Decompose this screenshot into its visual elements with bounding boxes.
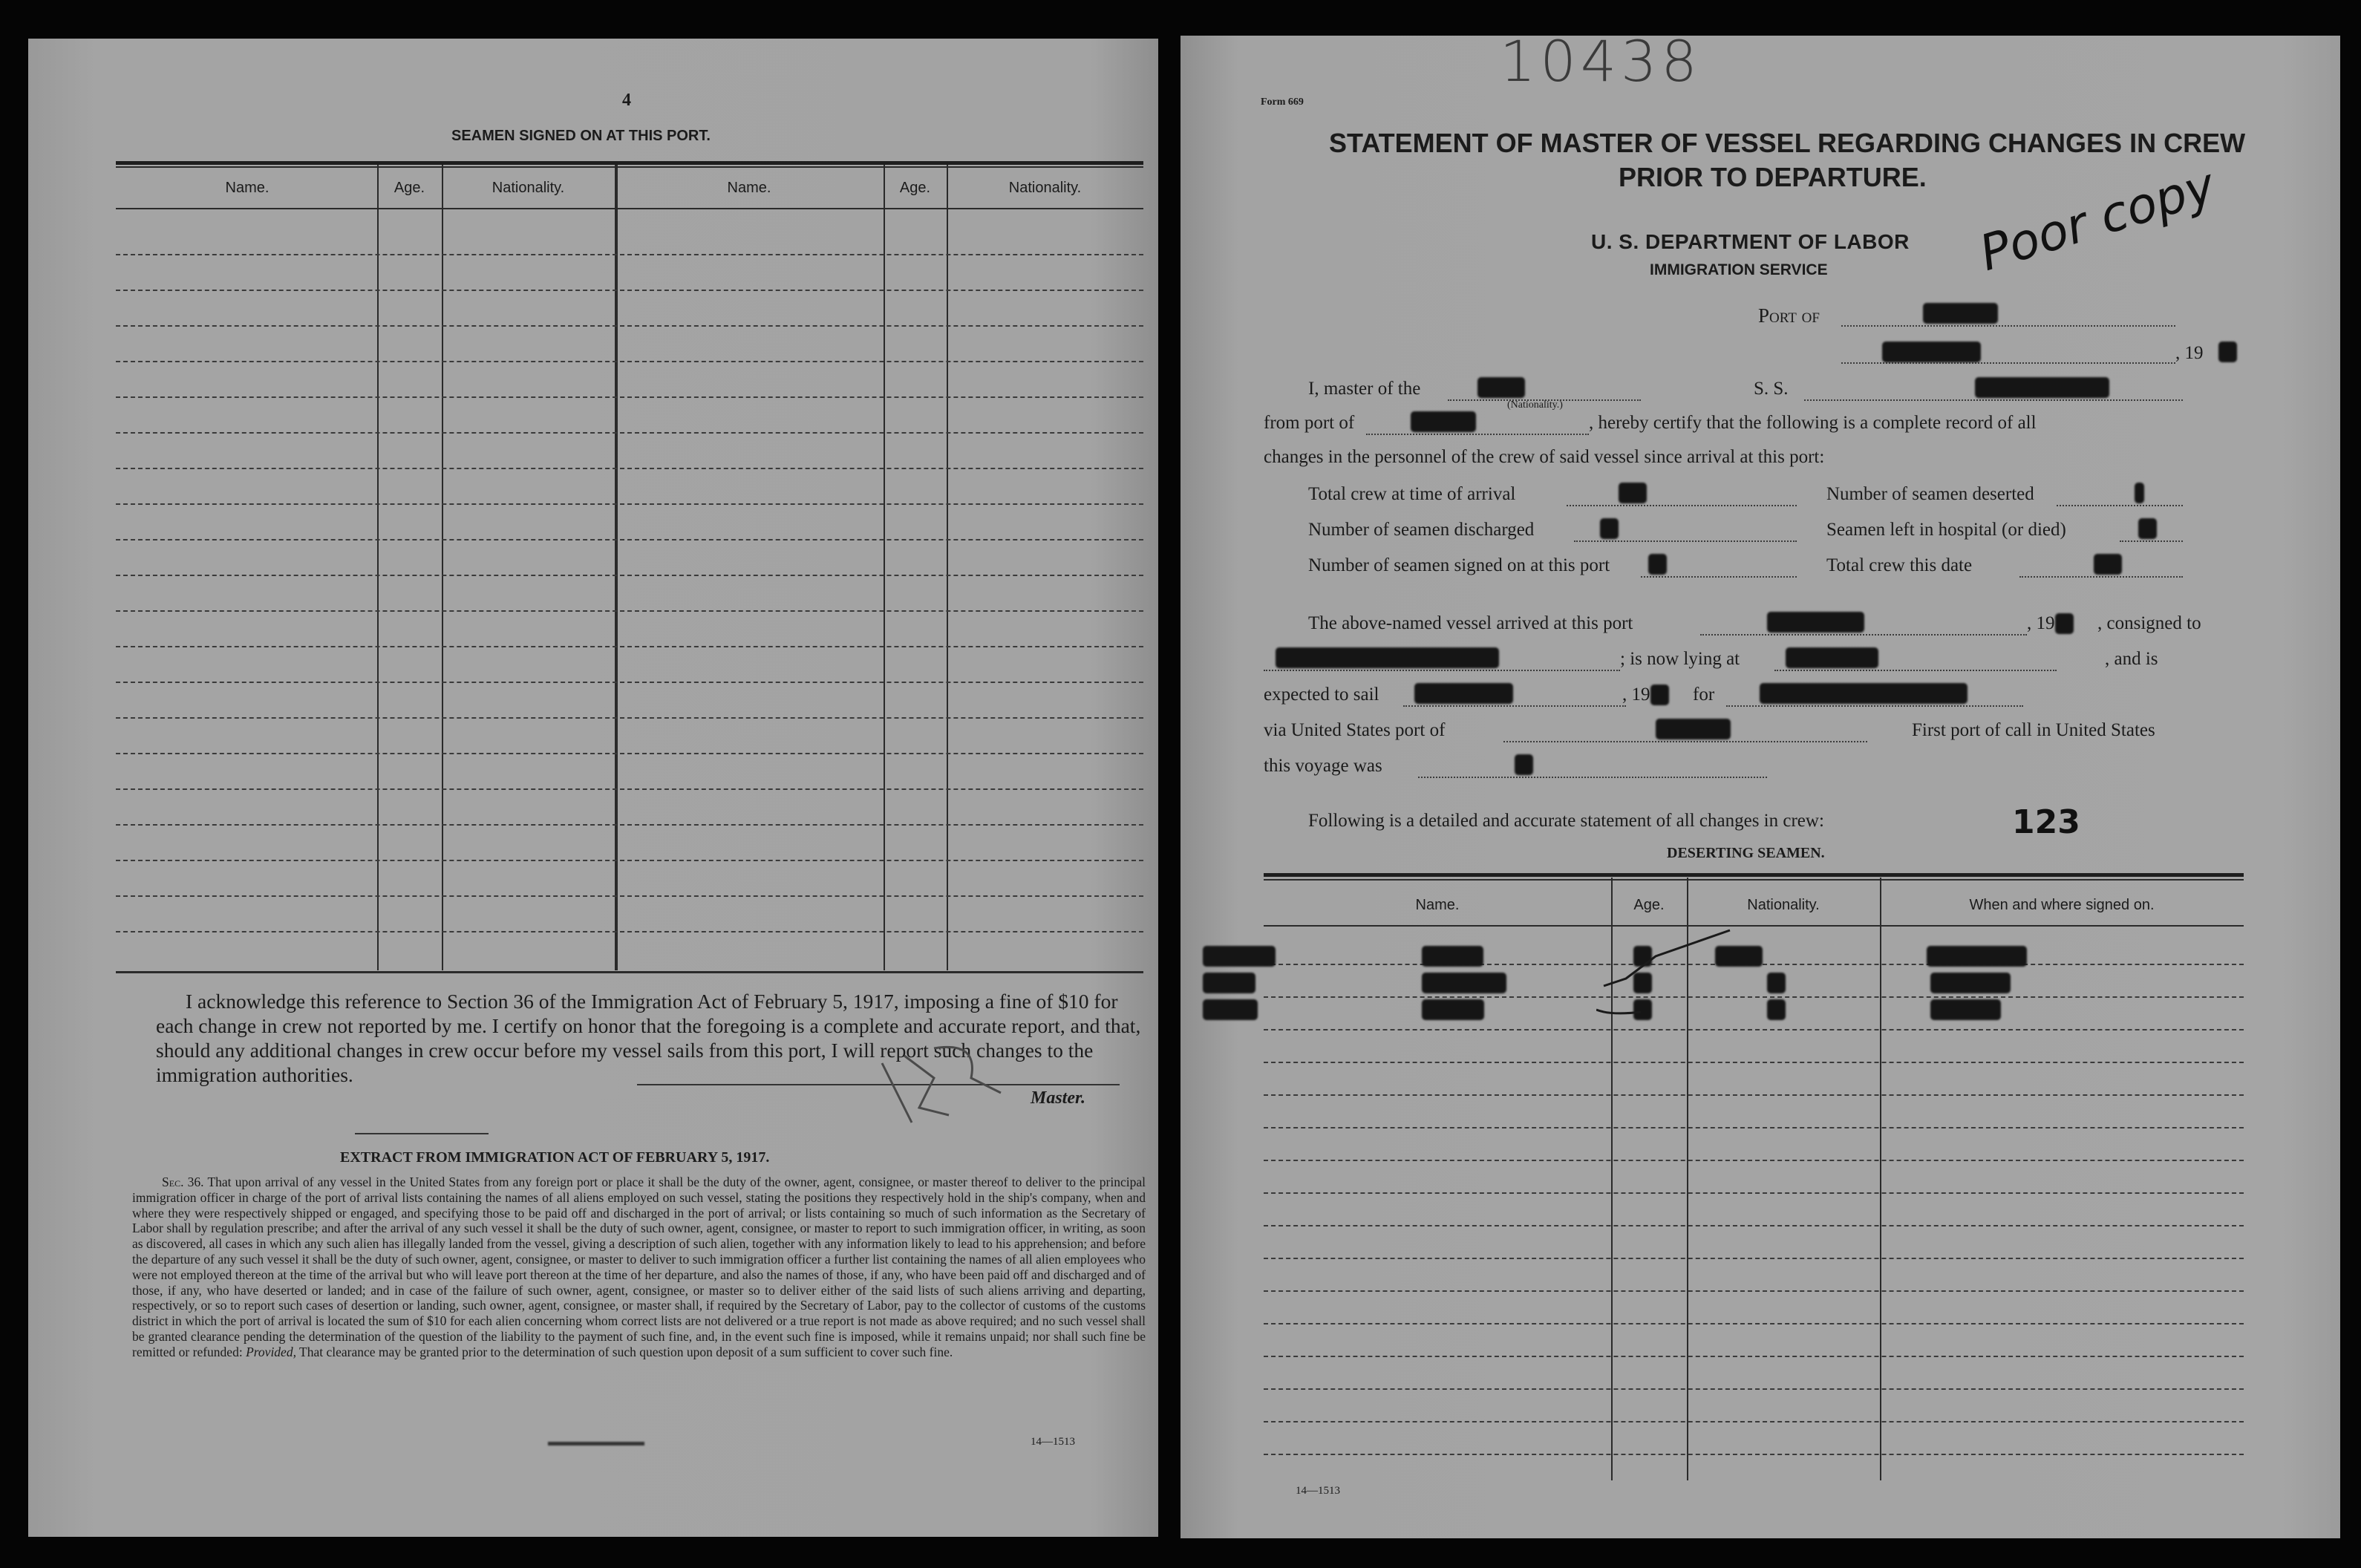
- col-age-1: Age.: [394, 180, 425, 196]
- col-nationality: Nationality.: [1747, 897, 1820, 913]
- stat-label-total-arrival: Total crew at time of arrival: [1308, 484, 1516, 504]
- ruled-row-line: [116, 610, 1143, 612]
- for-text: for: [1693, 685, 1715, 705]
- check-marks: [1596, 927, 1745, 1030]
- ss-label: S. S.: [1754, 379, 1789, 399]
- printing-office-mark: [548, 1442, 644, 1446]
- ruled-row-line: [1264, 996, 2244, 998]
- handwritten-note: Poor copy: [1973, 156, 2222, 282]
- ss-value: [1975, 377, 2109, 398]
- ruled-row-line: [1264, 1356, 2244, 1357]
- col-age: Age.: [1633, 897, 1665, 913]
- from-port-label: from port of: [1264, 413, 1355, 433]
- ruled-row-line: [116, 361, 1143, 362]
- first-port-text: First port of call in United States: [1912, 720, 2155, 740]
- following-text: Following is a detailed and accurate statement of all changes in crew:: [1308, 811, 1824, 831]
- extract-provided: Provided,: [246, 1344, 296, 1359]
- right-footer-code: 14—1513: [1296, 1485, 1340, 1497]
- ruled-row-line: [116, 895, 1143, 897]
- port-of-value: [1923, 303, 1998, 324]
- acknowledgement-text: I acknowledge this reference to Section 36 of the Immigration Act of February 5, 1917, imposing a fine of $10 for each change in crew not reported by me. I certify on honor that the foregoing is a complete and accurate report, and that, should any additional changes in crew occur before my vessel sails from this port, I will report such changes to the immigration authorities.: [156, 990, 1141, 1086]
- certify-text: , hereby certify that the following is a complete record of all: [1589, 413, 2037, 433]
- extract-tail: That clearance may be granted prior to the determination of such question upon deposit of a sum sufficient to cover such fine.: [299, 1344, 953, 1359]
- ruled-row-line: [1264, 1290, 2244, 1292]
- col-name: Name.: [1415, 897, 1460, 913]
- col-nationality-1: Nationality.: [492, 180, 565, 196]
- stat-value-deserted: [2135, 483, 2144, 503]
- extract-text: [132, 1175, 1146, 1360]
- arrived-year: , 19: [2027, 613, 2074, 634]
- date-value: [1882, 342, 1981, 362]
- handwritten-count: 123: [2012, 803, 2080, 841]
- via-text: via United States port of: [1264, 720, 1446, 740]
- col-name-1: Name.: [225, 180, 270, 196]
- ruled-row-line: [1264, 1192, 2244, 1194]
- ruled-row-line: [1264, 1225, 2244, 1226]
- port-of-label: Port of: [1758, 304, 1820, 327]
- signed-on-table-title: SEAMEN SIGNED ON AT THIS PORT.: [451, 128, 711, 144]
- ruled-row-line: [116, 788, 1143, 790]
- extract-body: That upon arrival of any vessel in the United States from any foreign port or place it shall be the duty of the owner, agent, consignee, or master thereof to deliver to the principal immigration officer in charge of the port of arrival lists containing the names of all aliens employed on such vessel, stating the positions they respectively hold in the ship's company, when and where they were respectively shipped or engaged, and specifying those to be paid off and discharged in the port of arrival; or lists containing so much of such information as the Secretary of Labor shall by regulation prescribe; and after the arrival of any such vessel it shall be the duty of such owner, agent, consignee, or master to report to such immigration officer, in writing, as soon as discovered, all cases in which any such alien has illegally landed from the vessel, giving a description of such alien, together with any information likely to lead to his apprehension; and before the departure of any such vessel it shall be the duty of such owner, agent, consignee, or master to deliver to such immigration officer a further list containing the names of all alien employees who were not employed thereon at the time of the arrival but who will leave port thereon at the time of her departure, and also the names of those, if any, who have been paid off and discharged and of those, if any, who have deserted or landed; and in case of the failure of such owner, agent, consignee, or master so to deliver either of the said lists of such aliens arriving and departing, respectively, or so to report such cases of desertion or landing, such owner, agent, consignee, or master shall, if required by the Secretary of Labor, pay to the collector of customs of the customs district in which the port of arrival is located the sum of $10 for each alien concerning whom correct lists are not delivered or a true report is not made as above required; and no such vessel shall be granted clearance pending the determination of the question of the liability to the payment of such fine, and, in the event such fine is imposed, while it remains unpaid; nor shall such fine be remitted or refunded:: [132, 1175, 1146, 1359]
- row-given: [1422, 973, 1506, 993]
- ruled-row-line: [116, 931, 1143, 932]
- ruled-row-line: [116, 432, 1143, 434]
- col-signed-on: When and where signed on.: [1969, 897, 2155, 913]
- ruled-row-line: [116, 860, 1143, 861]
- ruled-row-line: [116, 682, 1143, 683]
- sail-year: , 19: [1622, 685, 1669, 705]
- lying-text: ; is now lying at: [1620, 649, 1740, 669]
- row-given: [1422, 946, 1483, 967]
- stat-label-deserted: Number of seamen deserted: [1826, 484, 2034, 504]
- ruled-row-line: [116, 503, 1143, 505]
- department-name: U. S. DEPARTMENT OF LABOR: [1591, 230, 1910, 253]
- via-value: [1656, 719, 1731, 739]
- ruled-row-line: [116, 539, 1143, 540]
- sail-value: [1414, 683, 1513, 704]
- pier-value: [1786, 647, 1878, 668]
- changes-text: changes in the personnel of the crew of said vessel since arrival at this port:: [1264, 447, 1825, 467]
- consignee-value: [1276, 647, 1499, 668]
- ruled-row-line: [1264, 1062, 2244, 1063]
- col-name-2: Name.: [727, 180, 771, 196]
- stamp-number: 10438: [1500, 36, 1702, 94]
- row-signed: [1930, 999, 2001, 1020]
- nationality-value: [1477, 377, 1525, 398]
- form-title-line1: STATEMENT OF MASTER OF VESSEL REGARDING CHANGES IN CREW: [1329, 128, 2246, 158]
- ruled-row-line: [116, 290, 1143, 291]
- stat-value-hospital: [2138, 518, 2157, 539]
- ruled-row-line: [1264, 1029, 2244, 1030]
- extract-section: Sec. 36.: [162, 1175, 204, 1189]
- stat-label-discharged: Number of seamen discharged: [1308, 520, 1535, 540]
- ruled-row-line: [116, 753, 1143, 754]
- stat-value-signed-on: [1648, 554, 1667, 575]
- stat-value-total-arrival: [1619, 483, 1647, 503]
- ruled-row-line: [116, 717, 1143, 719]
- row-given: [1422, 999, 1484, 1020]
- left-page: [28, 39, 1158, 1537]
- row-signed: [1930, 973, 2011, 993]
- ruled-row-line: [1264, 1127, 2244, 1128]
- arrived-text: The above-named vessel arrived at this port: [1308, 613, 1633, 633]
- voyage-value: [1515, 754, 1533, 775]
- ruled-row-line: [1264, 1094, 2244, 1096]
- col-nationality-2: Nationality.: [1008, 180, 1082, 196]
- ruled-row-line: [116, 468, 1143, 469]
- ruled-row-line: [116, 575, 1143, 576]
- master-signature-label: Master.: [1031, 1088, 1086, 1108]
- year-prefix: , 19: [2175, 343, 2204, 363]
- row-nationality: [1767, 999, 1786, 1020]
- row-surname: [1203, 999, 1258, 1020]
- stat-value-total-date: [2094, 554, 2122, 575]
- deserting-title: DESERTING SEAMEN.: [1667, 845, 1825, 861]
- ruled-row-line: [116, 325, 1143, 327]
- signature-scribble: [860, 1033, 1008, 1130]
- expected-text: expected to sail: [1264, 685, 1379, 705]
- ruled-row-line: [1264, 1388, 2244, 1390]
- arrived-value: [1767, 612, 1864, 633]
- row-nationality: [1767, 973, 1786, 993]
- ruled-row-line: [1264, 1160, 2244, 1161]
- nationality-hint: (Nationality.): [1507, 399, 1563, 411]
- stat-label-signed-on: Number of seamen signed on at this port: [1308, 555, 1610, 575]
- ruled-row-line: [1264, 1454, 2244, 1455]
- consigned-text: , consigned to: [2097, 613, 2201, 633]
- service-name: IMMIGRATION SERVICE: [1650, 261, 1828, 278]
- voyage-text: this voyage was: [1264, 756, 1382, 776]
- ruled-row-line: [1264, 1421, 2244, 1422]
- row-surname: [1203, 946, 1276, 967]
- year-digits: [2218, 342, 2237, 362]
- master-of-label: I, master of the: [1308, 379, 1421, 399]
- left-footer-code: 14—1513: [1031, 1436, 1075, 1448]
- col-age-2: Age.: [899, 180, 931, 196]
- page-number: 4: [622, 91, 631, 110]
- ruled-row-line: [116, 254, 1143, 255]
- ruled-row-line: [1264, 1258, 2244, 1259]
- ruled-row-line: [1264, 1323, 2244, 1324]
- destination-value: [1760, 683, 1968, 704]
- row-surname: [1203, 973, 1255, 993]
- row-signed: [1927, 946, 2027, 967]
- extract-title: EXTRACT FROM IMMIGRATION ACT OF FEBRUARY 5, 1917.: [340, 1149, 770, 1166]
- form-number: Form 669: [1261, 97, 1304, 108]
- stat-label-hospital: Seamen left in hospital (or died): [1826, 520, 2066, 540]
- ruled-row-line: [116, 646, 1143, 647]
- stat-label-total-date: Total crew this date: [1826, 555, 1973, 575]
- form-title-line2: PRIOR TO DEPARTURE.: [1619, 162, 1927, 192]
- right-page: [1180, 36, 2340, 1538]
- ruled-row-line: [116, 824, 1143, 826]
- and-is-text: , and is: [2105, 649, 2158, 669]
- stat-value-discharged: [1600, 518, 1619, 539]
- from-port-value: [1411, 411, 1476, 432]
- ruled-row-line: [116, 396, 1143, 398]
